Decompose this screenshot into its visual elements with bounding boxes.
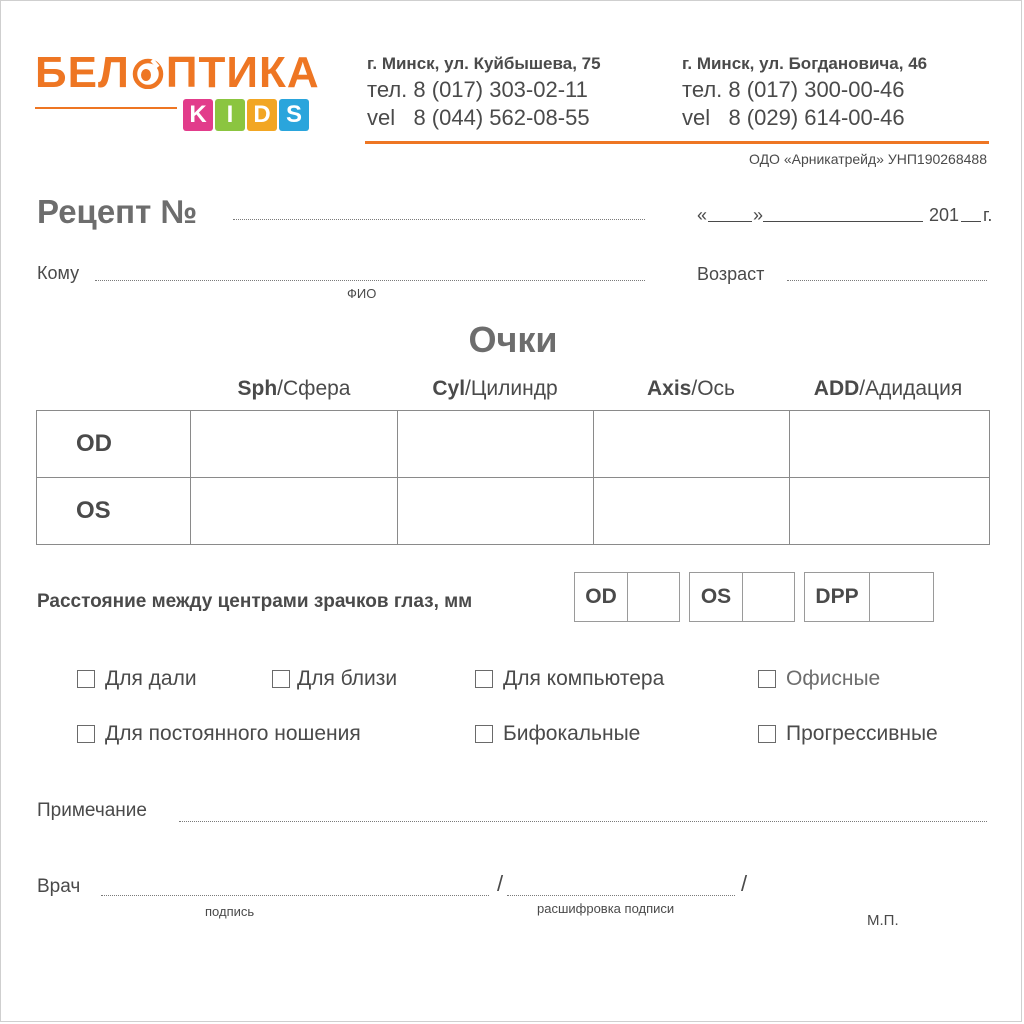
pd-dpp-box <box>804 572 934 622</box>
checkbox-permanent[interactable] <box>77 725 95 743</box>
slash-1: / <box>497 871 504 896</box>
col-cyl-text: /Цилиндр <box>465 377 558 400</box>
date-month-field[interactable] <box>763 221 923 222</box>
vel-1: vel 8 (044) 562-08-55 <box>367 105 590 130</box>
eye-logo-icon <box>132 57 164 89</box>
option-office-label: Офисные <box>786 667 881 690</box>
option-permanent-label: Для постоянного ношения <box>105 722 361 745</box>
option-bifocal-label: Бифокальные <box>503 722 641 745</box>
option-progressive[interactable] <box>758 722 938 746</box>
os-cyl-cell[interactable] <box>398 478 594 545</box>
stamp-label: М.П. <box>867 912 899 929</box>
table-row-od <box>37 411 990 478</box>
address-2: г. Минск, ул. Богдановича, 46 <box>682 54 928 73</box>
signature-caption: подпись <box>205 904 255 919</box>
organization-info: ОДО «Арникатрейд» УНП190268488 <box>748 151 987 167</box>
kids-letter-k: K <box>183 99 213 131</box>
pd-os-box <box>689 572 795 622</box>
logo-underline <box>35 107 177 109</box>
kids-letter-s: S <box>279 99 309 131</box>
col-axis-bold: Axis <box>647 377 692 400</box>
pd-os-field[interactable] <box>743 573 794 621</box>
fio-caption: ФИО <box>347 286 377 301</box>
phone-2: тел. 8 (017) 300-00-46 <box>682 77 905 102</box>
col-axis <box>593 377 789 401</box>
os-axis-cell[interactable] <box>594 478 790 545</box>
decoding-caption: расшифровка подписи <box>537 901 675 916</box>
option-office[interactable] <box>758 667 880 691</box>
col-cyl-bold: Cyl <box>432 377 466 400</box>
header-divider <box>365 141 989 144</box>
col-add-bold: ADD <box>813 377 860 400</box>
note-label: Примечание <box>37 800 147 821</box>
kids-letter-i: I <box>215 99 245 131</box>
date-close-quote: » <box>753 205 764 225</box>
vel-2: vel 8 (029) 614-00-46 <box>682 105 905 130</box>
checkbox-office[interactable] <box>758 670 776 688</box>
year-prefix: 201 <box>929 205 960 225</box>
brand-name-part2: ПТИКА <box>165 48 320 97</box>
checkbox-near[interactable] <box>272 670 290 688</box>
doctor-label: Врач <box>37 876 81 897</box>
option-computer[interactable] <box>475 667 664 691</box>
col-sph-bold: Sph <box>237 377 278 400</box>
kids-letter-d: D <box>247 99 277 131</box>
signature-field[interactable] <box>101 895 489 896</box>
brand-logo <box>35 48 320 97</box>
col-axis-text: /Ось <box>691 377 735 400</box>
checkbox-computer[interactable] <box>475 670 493 688</box>
option-progressive-label: Прогрессивные <box>786 722 938 745</box>
col-add <box>787 377 989 401</box>
col-add-text: /Адидация <box>859 377 963 400</box>
od-axis-cell[interactable] <box>594 411 790 478</box>
option-computer-label: Для компьютера <box>503 667 665 690</box>
year-suffix: г. <box>983 205 993 225</box>
od-sph-cell[interactable] <box>191 411 398 478</box>
os-sph-cell[interactable] <box>191 478 398 545</box>
address-1: г. Минск, ул. Куйбышева, 75 <box>367 54 601 73</box>
date-year-field[interactable] <box>961 221 981 222</box>
checkbox-progressive[interactable] <box>758 725 776 743</box>
os-add-cell[interactable] <box>790 478 990 545</box>
row-label-os: OS <box>37 478 191 545</box>
checkbox-bifocal[interactable] <box>475 725 493 743</box>
glasses-title: Очки <box>468 319 558 360</box>
col-sph <box>191 377 397 401</box>
prescription-number-field[interactable] <box>233 219 645 220</box>
kids-badge <box>183 99 309 131</box>
date-open-quote: « <box>697 205 708 225</box>
phone-1: тел. 8 (017) 303-02-11 <box>367 77 588 102</box>
option-far-label: Для дали <box>105 667 197 690</box>
prescription-table <box>36 410 990 545</box>
brand-name-part1: БЕЛ <box>35 48 130 97</box>
row-label-od: OD <box>37 411 191 478</box>
to-label: Кому <box>37 263 80 283</box>
option-near-label: Для близи <box>297 667 398 690</box>
note-field[interactable] <box>179 821 987 822</box>
od-add-cell[interactable] <box>790 411 990 478</box>
patient-name-field[interactable] <box>95 280 645 281</box>
signature-decoding-field[interactable] <box>507 895 735 896</box>
pd-od-field[interactable] <box>628 573 679 621</box>
option-far[interactable] <box>77 667 197 691</box>
table-row-os <box>37 478 990 545</box>
slash-2: / <box>741 871 748 896</box>
pd-od-label: OD <box>575 573 628 621</box>
pd-os-label: OS <box>690 573 743 621</box>
col-sph-text: /Сфера <box>277 377 351 400</box>
pd-dpp-label: DPP <box>805 573 870 621</box>
age-label: Возраст <box>697 264 765 284</box>
od-cyl-cell[interactable] <box>398 411 594 478</box>
option-near[interactable] <box>272 667 397 691</box>
col-cyl <box>397 377 593 401</box>
option-bifocal[interactable] <box>475 722 640 746</box>
checkbox-far[interactable] <box>77 670 95 688</box>
option-permanent[interactable] <box>77 722 361 746</box>
age-field[interactable] <box>787 280 987 281</box>
pd-od-box <box>574 572 680 622</box>
pd-label: Расстояние между центрами зрачков глаз, мм <box>37 591 473 612</box>
date-day-field[interactable] <box>708 221 752 222</box>
pd-dpp-field[interactable] <box>870 573 933 621</box>
prescription-title: Рецепт № <box>37 193 198 230</box>
